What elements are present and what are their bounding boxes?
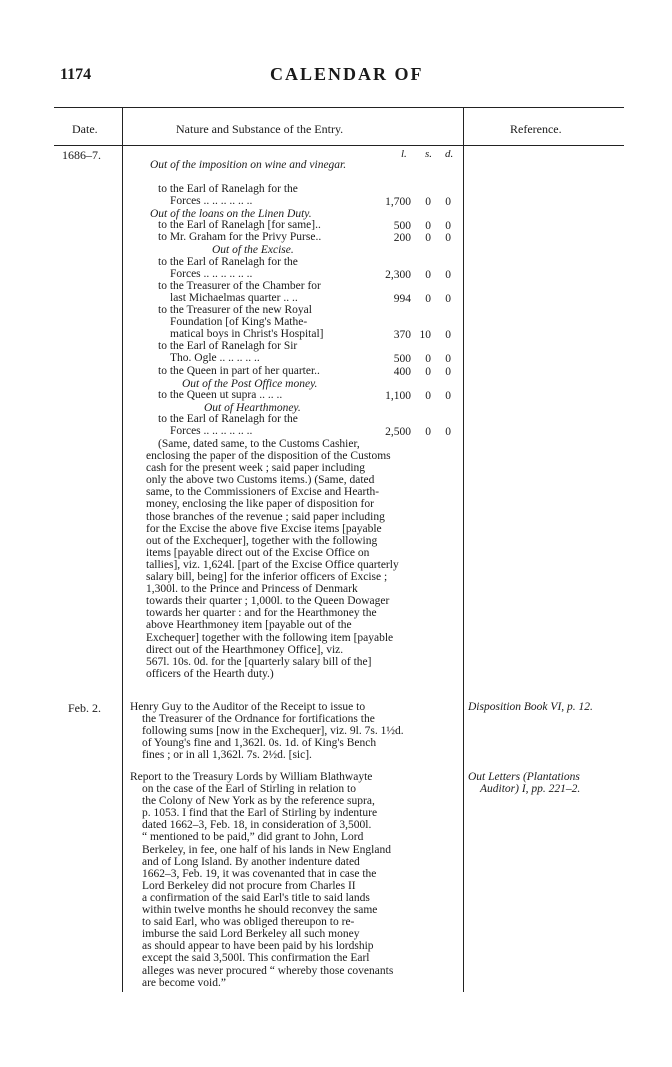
entry-line: Report to the Treasury Lords by William Blathwayte xyxy=(130,771,373,783)
amount-s: 10 xyxy=(419,329,431,341)
note-line: salary bill, being] for the inferior officers of Excise ; xyxy=(146,571,388,584)
note-line: (Same, dated same, to the Customs Cashier, xyxy=(158,438,360,450)
amount-l: 2,500 xyxy=(385,426,411,438)
entry-line: Berkeley, in fee, one half of his lands in New England xyxy=(142,843,391,856)
item-line: to the Earl of Ranelagh for Sir xyxy=(158,340,298,352)
entry-line: and of Long Island. By another indenture dated xyxy=(142,855,360,868)
item-line: to the Earl of Ranelagh for the xyxy=(158,256,298,268)
note-line: 1,300l. to the Prince and Princess of Denmark xyxy=(146,583,358,596)
amount-d: 0 xyxy=(445,232,451,244)
lsd-d-head: d. xyxy=(445,148,454,160)
amount-l: 400 xyxy=(393,366,411,378)
item-line: to the Earl of Ranelagh for the xyxy=(158,413,298,425)
entry-reference xyxy=(468,771,628,795)
note-line: money, enclosing the like paper of disposition for xyxy=(146,498,374,511)
amount-s: 0 xyxy=(425,196,431,208)
top-rule xyxy=(54,107,624,108)
item-line: last Michaelmas quarter .. .. xyxy=(170,292,298,304)
amount-s: 0 xyxy=(425,293,431,305)
reference-line: Auditor) I, pp. 221–2. xyxy=(480,783,581,795)
amount-d: 0 xyxy=(445,220,451,232)
item-line: to the Queen ut supra .. .. .. xyxy=(158,389,283,401)
amount-l: 500 xyxy=(393,220,411,232)
item-line: Foundation [of King's Mathe- xyxy=(170,316,308,328)
note-line: for the Excise the above five Excise items [payable xyxy=(146,522,382,535)
lsd-s-head: s. xyxy=(425,148,433,160)
note-line: same, to the Commissioners of Excise and Hearth- xyxy=(146,486,380,499)
amount-l: 1,700 xyxy=(385,196,411,208)
note-line: officers of the Hearth duty.) xyxy=(146,667,274,680)
entry-line: of Young's fine and 1,362l. 0s. 1d. of King's Bench xyxy=(142,737,377,750)
entry-reference: Disposition Book VI, p. 12. xyxy=(468,701,593,713)
amount-s: 0 xyxy=(425,366,431,378)
entry-line: alleges was never procured “ whereby those covenants xyxy=(142,964,394,977)
entry-line: are become void.” xyxy=(142,976,226,989)
entry-line: the Treasurer of the Ordnance for fortifications the xyxy=(142,713,375,726)
amount-l: 200 xyxy=(393,232,411,244)
item-line: to the Queen in part of her quarter.. xyxy=(158,365,320,377)
note-line: out of the Exchequer], together with the following xyxy=(146,534,378,547)
item-line: to the Treasurer of the new Royal xyxy=(158,304,312,316)
entry-line: following sums [now in the Exchequer], viz. 9l. 7s. 1½d. xyxy=(142,725,404,738)
note-line: above Hearthmoney item [payable out of the xyxy=(146,619,352,632)
reference-column-divider xyxy=(463,107,464,992)
amount-s: 0 xyxy=(425,269,431,281)
entry-line: on the case of the Earl of Stirling in relation to xyxy=(142,783,356,796)
section-heading: Out of the imposition on wine and vinegar. xyxy=(150,159,347,171)
item-line: Tho. Ogle .. .. .. .. .. xyxy=(170,352,260,364)
note-line: items [payable direct out of the Excise Office on xyxy=(146,546,370,559)
amount-d: 0 xyxy=(445,390,451,402)
entry-line: Lord Berkeley did not procure from Charles II xyxy=(142,879,356,892)
column-head-nature: Nature and Substance of the Entry. xyxy=(176,122,344,136)
note-line: tallies], viz. 1,624l. [part of the Excise Office quarterly xyxy=(146,558,399,571)
note-line: 567l. 10s. 0d. for the [quarterly salary bill of the] xyxy=(146,655,372,668)
entry-line: a confirmation of the said Earl's title to said lands xyxy=(142,891,370,904)
page-number: 1174 xyxy=(60,66,92,83)
entry-line: as should appear to have been paid by his lordship xyxy=(142,940,374,953)
column-head-date: Date. xyxy=(72,122,98,136)
column-head-reference: Reference. xyxy=(510,122,562,136)
amount-l: 1,100 xyxy=(385,390,411,402)
reference-line: Out Letters (Plantations xyxy=(468,771,580,783)
item-line: Forces .. .. .. .. .. .. xyxy=(170,268,253,280)
amount-l: 994 xyxy=(393,293,411,305)
note-line: towards their quarter ; 1,000l. to the Queen Dowager xyxy=(146,595,390,608)
item-line: matical boys in Christ's Hospital] xyxy=(170,328,324,340)
entry-line: p. 1053. I find that the Earl of Stirling by indenture xyxy=(142,807,378,820)
note-line: direct out of the Hearthmoney Office], viz. xyxy=(146,643,344,656)
header-rule xyxy=(54,145,624,146)
item-line: to the Treasurer of the Chamber for xyxy=(158,280,321,292)
note-line: Exchequer] together with the following item [payable xyxy=(146,631,394,644)
entry-date: Feb. 2. xyxy=(68,701,101,715)
amount-s: 0 xyxy=(425,220,431,232)
amount-l: 370 xyxy=(393,329,411,341)
amount-d: 0 xyxy=(445,269,451,281)
amount-d: 0 xyxy=(445,329,451,341)
entry-line: within twelve months he should reconvey the same xyxy=(142,904,378,917)
note-line: cash for the present week ; said paper including xyxy=(146,462,366,475)
item-line: Forces .. .. .. .. .. .. xyxy=(170,195,253,207)
item-line: Forces .. .. .. .. .. .. xyxy=(170,425,253,437)
entry-line: dated 1662–3, Feb. 18, in consideration of 3,500l. xyxy=(142,819,372,832)
entry-line: the Colony of New York as by the reference supra, xyxy=(142,795,375,808)
amount-l: 2,300 xyxy=(385,269,411,281)
amount-s: 0 xyxy=(425,353,431,365)
note-line: those branches of the revenue ; said paper including xyxy=(146,510,385,523)
note-line: enclosing the paper of the disposition of the Customs xyxy=(146,450,391,463)
item-line: to the Earl of Ranelagh [for same].. xyxy=(158,219,321,231)
section-heading: Out of the loans on the Linen Duty. xyxy=(150,208,312,220)
entry-line: imburse the said Lord Berkeley all such money xyxy=(142,928,360,941)
item-line: to Mr. Graham for the Privy Purse.. xyxy=(158,231,322,243)
amount-l: 500 xyxy=(393,353,411,365)
entry-line: 1662–3, Feb. 19, it was covenanted that in case the xyxy=(142,867,377,880)
amount-s: 0 xyxy=(425,232,431,244)
item-line: to the Earl of Ranelagh for the xyxy=(158,183,298,195)
amount-s: 0 xyxy=(425,426,431,438)
entry-date: 1686–7. xyxy=(62,148,101,162)
entry-line: to said Earl, who was obliged thereupon to re- xyxy=(142,916,355,929)
note-paragraph xyxy=(146,438,460,680)
note-line: only the above two Customs items.) (Same, dated xyxy=(146,474,375,487)
entry-line: “ mentioned to be paid,” did grant to John, Lord xyxy=(142,831,364,844)
amount-s: 0 xyxy=(425,390,431,402)
entry-paragraph xyxy=(130,701,460,761)
amount-d: 0 xyxy=(445,196,451,208)
section-heading: Out of the Excise. xyxy=(212,244,294,256)
note-line: towards her quarter : and for the Hearthmoney the xyxy=(146,607,377,620)
entry-line: Henry Guy to the Auditor of the Receipt to issue to xyxy=(130,701,366,713)
amount-d: 0 xyxy=(445,293,451,305)
section-heading: Out of the Post Office money. xyxy=(182,378,318,390)
amount-d: 0 xyxy=(445,366,451,378)
section-heading: Out of Hearthmoney. xyxy=(204,402,301,414)
date-column-divider xyxy=(122,107,123,992)
lsd-l-head: l. xyxy=(401,148,407,160)
running-head: CALENDAR OF xyxy=(270,64,424,84)
entry-line: except the said 3,500l. This confirmation the Earl xyxy=(142,952,370,965)
entry-line: fines ; or in all 1,362l. 7s. 2½d. [sic]. xyxy=(142,749,312,762)
amount-d: 0 xyxy=(445,426,451,438)
amount-d: 0 xyxy=(445,353,451,365)
entry-paragraph xyxy=(130,771,460,989)
